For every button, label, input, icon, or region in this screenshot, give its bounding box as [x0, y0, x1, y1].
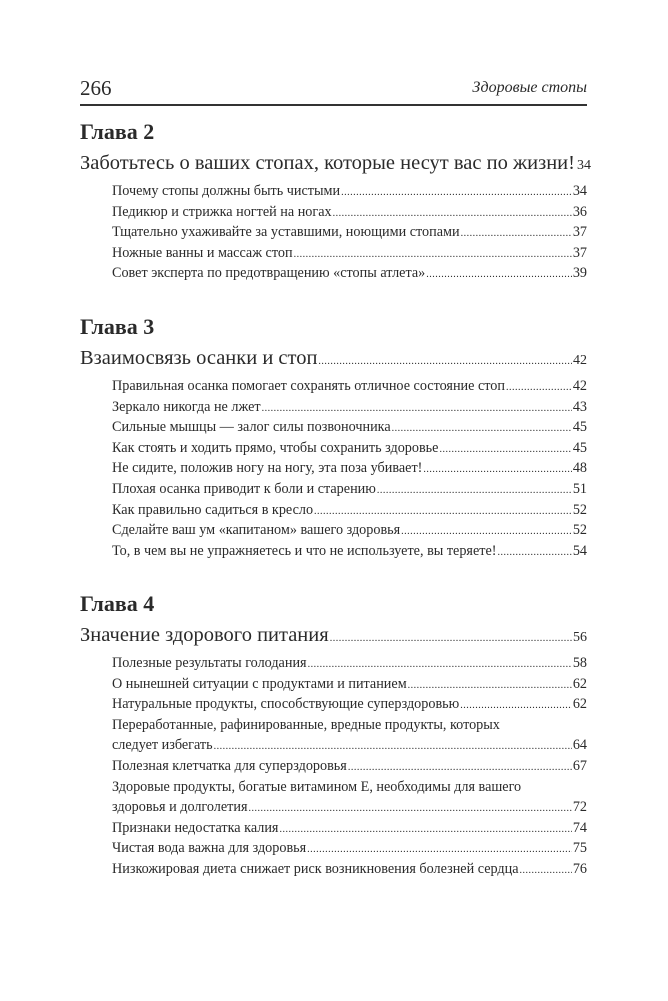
dot-leader: [262, 399, 572, 420]
toc-item[interactable]: [112, 376, 587, 397]
chapter-4: [80, 588, 587, 880]
chapter-label: Глава 2: [80, 119, 155, 144]
dot-leader: [426, 265, 572, 286]
page-ref: 54: [572, 542, 587, 559]
dot-leader: [401, 522, 572, 543]
page-ref: 62: [572, 675, 587, 692]
item-title: Совет эксперта по предотвращению «стопы атлета»: [112, 265, 426, 282]
dot-leader: [214, 737, 572, 758]
toc-item[interactable]: [112, 653, 587, 674]
dot-leader: [279, 820, 571, 841]
item-title: Натуральные продукты, способствующие суперздоровью: [112, 696, 460, 713]
toc-item[interactable]: [112, 694, 587, 715]
toc-item[interactable]: [112, 181, 587, 202]
page-ref: 45: [572, 419, 587, 436]
page-ref: 74: [572, 819, 587, 836]
dot-leader: [392, 419, 572, 440]
item-title: Как правильно садиться в кресло: [112, 501, 314, 518]
item-title: Ножные ванны и массаж стоп: [112, 244, 293, 261]
page-ref: 39: [572, 265, 587, 282]
page-ref: 52: [572, 501, 587, 518]
toc-item[interactable]: [112, 859, 587, 880]
page-ref: 64: [572, 737, 587, 754]
dot-leader: [423, 460, 571, 481]
item-title: Тщательно ухаживайте за уставшими, ноющими стопами: [112, 224, 460, 241]
item-title: Полезные результаты голодания: [112, 655, 307, 671]
item-title: Почему стопы должны быть чистыми: [112, 183, 341, 199]
toc-item[interactable]: [112, 458, 587, 479]
page-ref: 34: [572, 183, 587, 199]
dot-leader: [341, 183, 572, 204]
dot-leader: [308, 655, 572, 676]
dot-leader: [307, 840, 572, 861]
chapter-2: [80, 116, 591, 284]
toc-item[interactable]: [112, 438, 587, 459]
toc-item[interactable]: [112, 838, 587, 859]
toc-item[interactable]: [112, 500, 587, 521]
item-title: О нынешней ситуации с продуктами и питанием: [112, 675, 407, 692]
dot-leader: [377, 481, 572, 502]
toc-item[interactable]: [112, 756, 587, 777]
dot-leader: [314, 502, 572, 523]
page-ref: 76: [572, 860, 587, 877]
page-ref: 62: [572, 696, 587, 713]
dot-leader: [506, 378, 572, 399]
toc-section[interactable]: [80, 148, 591, 179]
section-title: Значение здорового питания: [80, 624, 329, 646]
toc-item[interactable]: [112, 243, 587, 264]
dot-leader: [294, 245, 572, 266]
toc-item-multiline[interactable]: [80, 715, 587, 756]
page-ref: 37: [572, 244, 587, 261]
item-title: То, в чем вы не упражняетесь и что не используете, вы теряете!: [112, 542, 497, 559]
page-ref: 45: [572, 439, 587, 456]
dot-leader: [249, 799, 572, 820]
toc-item[interactable]: [112, 417, 587, 438]
page-ref: 51: [572, 480, 587, 497]
running-title: Здоровые стопы: [472, 79, 587, 96]
item-title-continued: здоровья и долголетия: [112, 799, 248, 816]
page-number: 266: [80, 76, 112, 100]
item-title: Здоровые продукты, богатые витамином Е, необходимы для вашего: [112, 778, 522, 795]
page-ref: 75: [572, 840, 587, 857]
item-title: Как стоять и ходить прямо, чтобы сохранить здоровье: [112, 439, 439, 456]
item-title: Признаки недостатка калия: [112, 819, 279, 836]
item-title: Сильные мышцы — залог силы позвоночника: [112, 419, 391, 436]
page-ref: 52: [572, 522, 587, 539]
page-ref: 56: [573, 630, 587, 645]
toc-item[interactable]: [112, 818, 587, 839]
running-header: [80, 76, 587, 106]
dot-leader: [497, 543, 571, 564]
dot-leader: [408, 676, 572, 697]
page-ref: 42: [573, 353, 587, 368]
item-title: Чистая вода важна для здоровья: [112, 840, 307, 857]
page-ref: 67: [572, 757, 587, 774]
page-ref: 34: [576, 158, 591, 173]
toc-item[interactable]: [112, 263, 587, 284]
item-title: Сделайте ваш ум «капитаном» вашего здоровья: [112, 522, 401, 539]
toc-item-multiline[interactable]: [80, 777, 587, 818]
item-title-continued: следует избегать: [112, 737, 213, 754]
dot-leader: [330, 623, 572, 654]
dot-leader: [520, 861, 572, 882]
dot-leader: [461, 224, 572, 245]
page-ref: 36: [572, 203, 587, 220]
dot-leader: [333, 204, 572, 225]
chapter-label: Глава 3: [80, 314, 155, 339]
toc-section[interactable]: [80, 620, 587, 651]
item-title: Переработанные, рафинированные, вредные продукты, которых: [112, 716, 500, 733]
dot-leader: [348, 758, 572, 779]
page-ref: 43: [572, 398, 587, 415]
chapter-3: [80, 311, 587, 561]
dot-leader: [439, 440, 571, 461]
chapter-label: Глава 4: [80, 591, 155, 616]
toc-item[interactable]: [112, 397, 587, 418]
page-ref: 42: [572, 378, 587, 394]
item-title: Плохая осанка приводит к боли и старению: [112, 480, 376, 497]
item-title: Низкожировая диета снижает риск возникновения болезней сердца: [112, 860, 519, 877]
dot-leader: [318, 346, 572, 377]
toc-item[interactable]: [112, 520, 587, 541]
page-ref: 37: [572, 224, 587, 241]
item-title: Педикюр и стрижка ногтей на ногах: [112, 203, 332, 220]
toc-item[interactable]: [112, 202, 587, 223]
item-title: Зеркало никогда не лжет: [112, 398, 261, 415]
section-title: Взаимосвязь осанки и стоп: [80, 347, 318, 369]
item-title: Полезная клетчатка для суперздоровья: [112, 757, 347, 774]
toc-section[interactable]: [80, 343, 587, 374]
item-title: Правильная осанка помогает сохранять отличное состояние стоп: [112, 378, 505, 394]
dot-leader: [460, 696, 572, 717]
toc-item[interactable]: [112, 674, 587, 695]
page-ref: 58: [572, 655, 587, 671]
page-ref: 72: [572, 799, 587, 816]
page-ref: 48: [572, 460, 587, 477]
toc-item[interactable]: [112, 222, 587, 243]
toc-item[interactable]: [112, 479, 587, 500]
section-title: Заботьтесь о ваших стопах, которые несут вас по жизни!: [80, 152, 575, 174]
toc-item[interactable]: [112, 541, 587, 562]
item-title: Не сидите, положив ногу на ногу, эта поза убивает!: [112, 460, 423, 477]
